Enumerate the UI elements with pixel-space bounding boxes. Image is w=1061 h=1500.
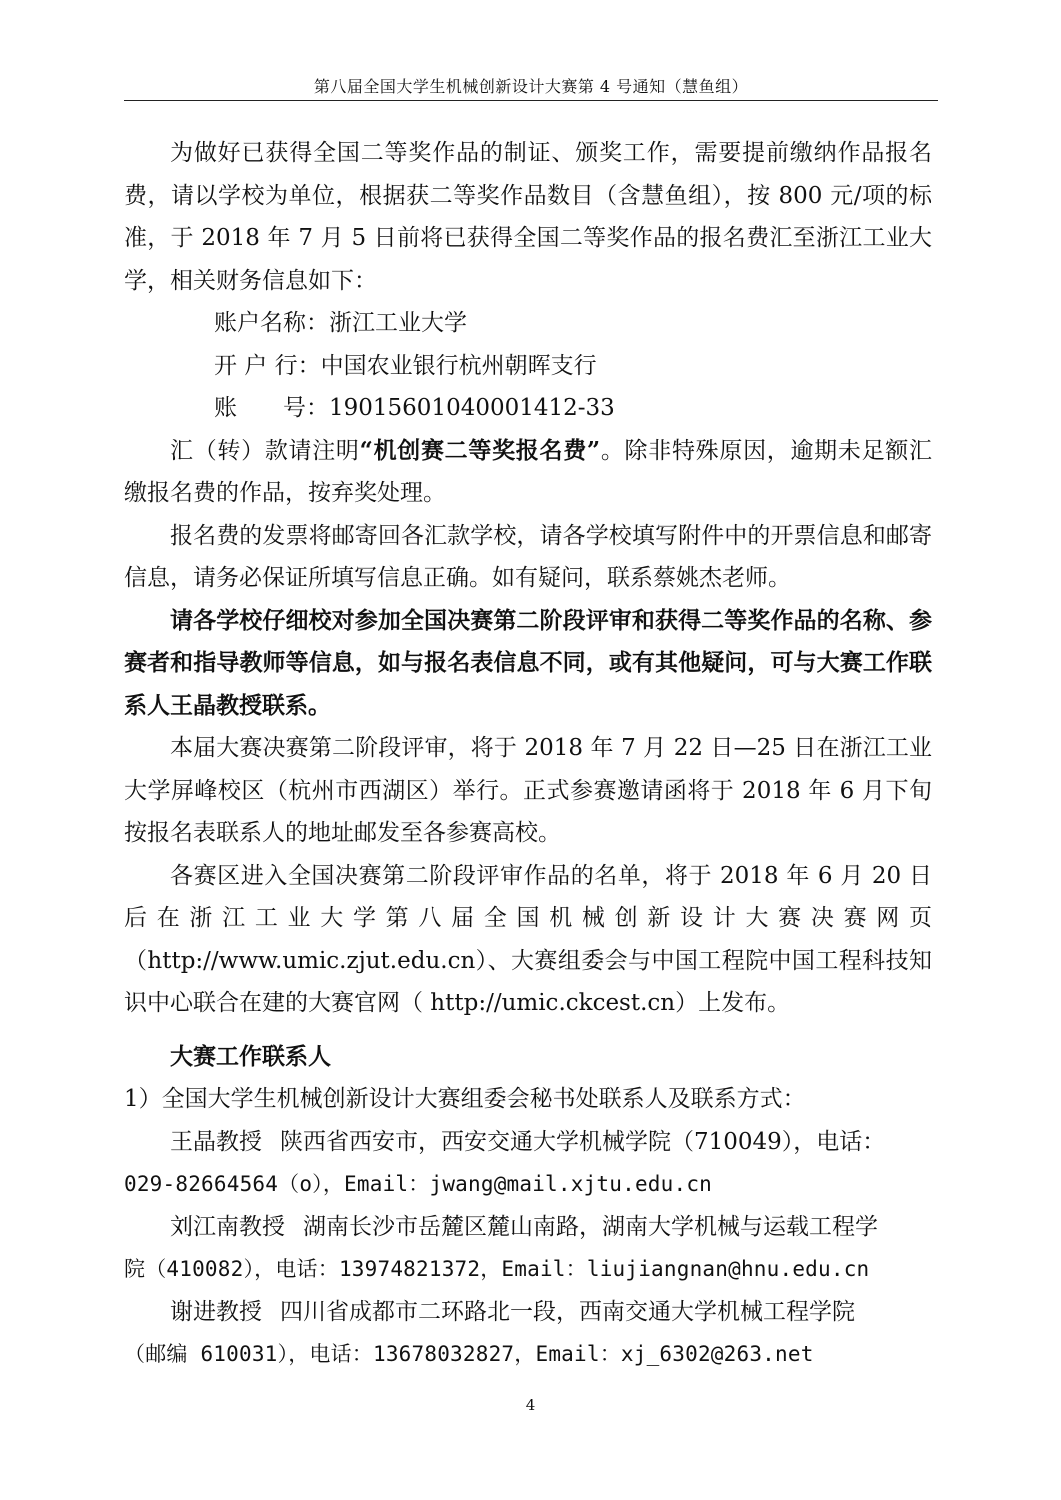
account-name-line xyxy=(124,302,932,345)
remit-note-text-end: 。除非特殊原因，逾期未足额汇缴报名费的作品，按弃奖处理。 xyxy=(124,437,932,506)
bank-line xyxy=(124,345,932,388)
contact-liu-contact: 院（410082），电话：13974821372，Email：liujiangnan@hnu.edu.cn xyxy=(124,1257,870,1281)
running-header: 第八届全国大学生机械创新设计大赛第 4 号通知（慧鱼组） xyxy=(313,77,749,96)
account-number-label-part2: 号： xyxy=(283,395,329,421)
contact-wang-contact: 029-82664564（o），Email：jwang@mail.xjtu.edu.cn xyxy=(124,1172,713,1196)
final-stage-paragraph: 本届大赛决赛第二阶段评审，将于 2018 年 7 月 22 日—25 日在浙江工业大学屏峰校区（杭州市西湖区）举行。正式参赛邀请函将于 2018 年 6 月下旬按报名表联系人的地址邮发至各参赛高校。 xyxy=(124,735,932,846)
contact-liu xyxy=(124,1206,932,1249)
remit-note-text: 汇（转）款请注明 xyxy=(170,437,360,464)
contact-wang-address: 陕西省西安市，西安交通大学机械学院（710049），电话： xyxy=(280,1128,886,1155)
document-body xyxy=(124,132,932,1376)
contact-xie xyxy=(124,1291,932,1334)
account-number-value: 19015601040001412-33 xyxy=(329,395,615,421)
page-number: 4 xyxy=(525,1396,536,1414)
contacts-item-1: 1）全国大学生机械创新设计大赛组委会秘书处联系人及联系方式： xyxy=(124,1086,806,1112)
bank-label: 开 户 行： xyxy=(214,352,321,379)
contact-liu-address: 湖南长沙市岳麓区麓山南路，湖南大学机械与运载工程学 xyxy=(303,1213,878,1240)
list-publish-paragraph: 各赛区进入全国决赛第二阶段评审作品的名单，将于 2018 年 6 月 20 日后在浙江工业大学第八届全国机械创新设计大赛决赛网页（http://www.umic.zjut.edu.cn）、大赛组委会与中国工程院中国工程科技知识中心联合在建的大赛官网（ http://umic.ckcest.cn）上发布。 xyxy=(124,862,932,1016)
account-number-line xyxy=(124,387,932,430)
invoice-paragraph: 报名费的发票将邮寄回各汇款学校，请各学校填写附件中的开票信息和邮寄信息，请务必保证所填写信息正确。如有疑问，联系蔡姚杰老师。 xyxy=(124,522,932,591)
contact-wang xyxy=(124,1121,932,1164)
header-rule xyxy=(124,100,938,101)
account-name-value: 浙江工业大学 xyxy=(329,310,467,336)
remit-note-emphasis: “机创赛二等奖报名费” xyxy=(359,436,601,464)
bank-value: 中国农业银行杭州朝晖支行 xyxy=(320,352,597,379)
contact-wang-name: 王晶教授 xyxy=(170,1128,262,1155)
contact-xie-address: 四川省成都市二环路北一段，西南交通大学机械工程学院 xyxy=(280,1298,855,1325)
account-number-label-part1: 账 xyxy=(214,395,237,421)
fee-intro-paragraph: 为做好已获得全国二等奖作品的制证、颁奖工作，需要提前缴纳作品报名费，请以学校为单位，根据获二等奖作品数目（含慧鱼组），按 800 元/项的标准，于 2018 年 7 月 5 日前将已获得全国二等奖作品的报名费汇至浙江工业大学，相关财务信息如下： xyxy=(124,140,932,294)
contacts-heading: 大赛工作联系人 xyxy=(170,1042,331,1070)
verify-info-paragraph: 请各学校仔细校对参加全国决赛第二阶段评审和获得二等奖作品的名称、参赛者和指导教师等信息，如与报名表信息不同，或有其他疑问，可与大赛工作联系人王晶教授联系。 xyxy=(124,606,932,719)
contact-xie-contact: （邮编 610031），电话：13678032827，Email：xj_6302@263.net xyxy=(124,1342,814,1366)
contact-liu-name: 刘江南教授 xyxy=(170,1213,285,1240)
remit-note-paragraph xyxy=(124,430,932,515)
contact-xie-name: 谢进教授 xyxy=(170,1298,262,1325)
account-name-label: 账户名称： xyxy=(214,310,329,336)
